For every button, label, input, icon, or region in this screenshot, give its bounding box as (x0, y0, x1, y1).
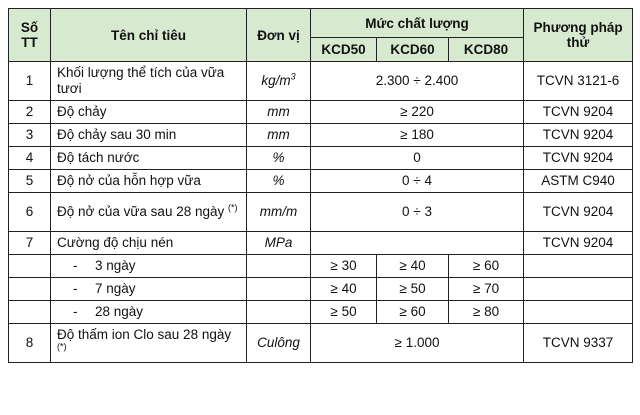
subrow-label: 3 ngày (95, 258, 136, 273)
subrow-label: 28 ngày (95, 304, 144, 319)
header-name: Tên chỉ tiêu (51, 9, 247, 62)
subrow-label-cell (51, 301, 247, 324)
test-method: TCVN 9204 (524, 124, 633, 147)
empty-cell (524, 255, 633, 278)
row-number: 3 (9, 124, 51, 147)
criterion-name: Độ chảy (51, 101, 247, 124)
unit-superscript: 3 (290, 71, 296, 82)
grade-value-kcd60: ≥ 60 (377, 301, 449, 324)
row-number: 2 (9, 101, 51, 124)
dash-marker: - (73, 281, 78, 296)
quality-value: ≥ 1.000 (311, 324, 524, 363)
empty-cell (524, 278, 633, 301)
test-method: TCVN 9204 (524, 147, 633, 170)
dash-marker: - (73, 304, 78, 319)
table-row (9, 193, 633, 232)
header-grade-kcd50: KCD50 (311, 38, 377, 62)
grade-value-kcd50: ≥ 40 (311, 278, 377, 301)
table-row (9, 62, 633, 101)
grade-value-kcd80: ≥ 60 (449, 255, 524, 278)
unit-cell (247, 62, 311, 101)
test-method: TCVN 9204 (524, 193, 633, 232)
empty-cell (247, 301, 311, 324)
grade-value-kcd80: ≥ 80 (449, 301, 524, 324)
quality-value: 0 ÷ 3 (311, 193, 524, 232)
table-row (9, 170, 633, 193)
criterion-name: Độ chảy sau 30 min (51, 124, 247, 147)
quality-value-empty (311, 232, 524, 255)
empty-cell (247, 278, 311, 301)
subrow-label-cell (51, 278, 247, 301)
header-unit: Đơn vị (247, 9, 311, 62)
unit-cell: % (247, 170, 311, 193)
criterion-name: Khối lượng thể tích của vữa tươi (51, 62, 247, 101)
table-row (9, 232, 633, 255)
criterion-name: Độ nở của vữa sau 28 ngày (57, 204, 225, 219)
header-no: Số TT (9, 9, 51, 62)
unit-cell: Culông (247, 324, 311, 363)
grade-value-kcd50: ≥ 30 (311, 255, 377, 278)
test-method: TCVN 9204 (524, 232, 633, 255)
unit-cell: % (247, 147, 311, 170)
subrow-label-cell (51, 255, 247, 278)
criterion-cell (51, 324, 247, 363)
dash-marker: - (73, 258, 78, 273)
table-row (9, 124, 633, 147)
quality-value: ≥ 180 (311, 124, 524, 147)
test-method: ASTM C940 (524, 170, 633, 193)
table-row (9, 101, 633, 124)
row-number: 6 (9, 193, 51, 232)
quality-value: 0 ÷ 4 (311, 170, 524, 193)
quality-value: ≥ 220 (311, 101, 524, 124)
footnote-marker: (*) (228, 202, 238, 213)
grade-value-kcd60: ≥ 50 (377, 278, 449, 301)
header-quality: Mức chất lượng (311, 9, 524, 38)
strength-subrow (9, 255, 633, 278)
criterion-name: Độ tách nước (51, 147, 247, 170)
row-number: 1 (9, 62, 51, 101)
grade-value-kcd60: ≥ 40 (377, 255, 449, 278)
test-method: TCVN 9337 (524, 324, 633, 363)
quality-spec-table (8, 8, 633, 363)
criterion-name: Độ thấm ion Clo sau 28 ngày (57, 327, 232, 342)
empty-cell (524, 301, 633, 324)
header-method: Phương pháp thử (524, 9, 633, 62)
grade-value-kcd50: ≥ 50 (311, 301, 377, 324)
table-row (9, 147, 633, 170)
row-number: 4 (9, 147, 51, 170)
test-method: TCVN 9204 (524, 101, 633, 124)
criterion-name: Độ nở của hỗn hợp vữa (51, 170, 247, 193)
quality-value: 0 (311, 147, 524, 170)
unit-cell: mm (247, 124, 311, 147)
unit-text: kg/m (261, 73, 291, 88)
unit-cell: MPa (247, 232, 311, 255)
unit-cell: mm/m (247, 193, 311, 232)
empty-cell (9, 301, 51, 324)
criterion-cell (51, 193, 247, 232)
table-row (9, 324, 633, 363)
row-number: 8 (9, 324, 51, 363)
empty-cell (9, 255, 51, 278)
footnote-marker: (*) (57, 341, 67, 352)
row-number: 5 (9, 170, 51, 193)
test-method: TCVN 3121-6 (524, 62, 633, 101)
empty-cell (247, 255, 311, 278)
strength-subrow (9, 278, 633, 301)
criterion-name: Cường độ chịu nén (51, 232, 247, 255)
strength-subrow (9, 301, 633, 324)
unit-cell: mm (247, 101, 311, 124)
row-number: 7 (9, 232, 51, 255)
grade-value-kcd80: ≥ 70 (449, 278, 524, 301)
header-grade-kcd80: KCD80 (449, 38, 524, 62)
header-grade-kcd60: KCD60 (377, 38, 449, 62)
quality-value: 2.300 ÷ 2.400 (311, 62, 524, 101)
empty-cell (9, 278, 51, 301)
subrow-label: 7 ngày (95, 281, 136, 296)
